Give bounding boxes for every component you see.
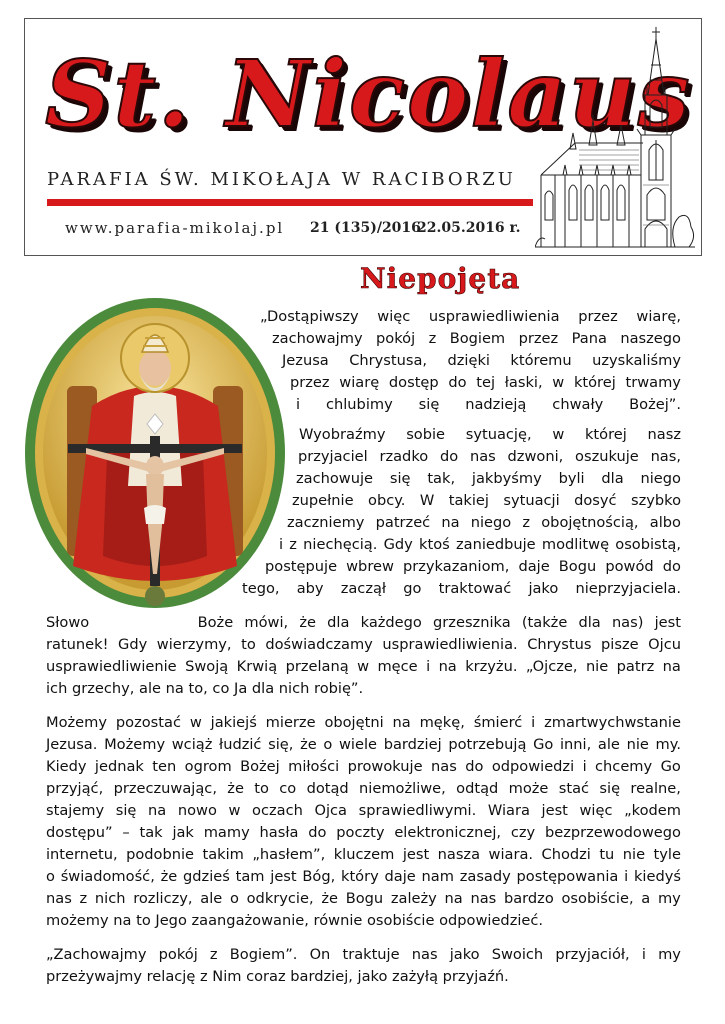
article-title: Niepojęta (360, 262, 521, 295)
word: my (657, 890, 681, 907)
word: mękę, (419, 714, 465, 731)
word: my. (655, 736, 681, 753)
word: w (228, 802, 241, 819)
word: nas (46, 890, 72, 907)
word: do (448, 374, 467, 391)
word: niemożliwe, (359, 780, 446, 797)
word: co (279, 780, 297, 797)
p3-line-3 (46, 658, 681, 676)
word: usprawiedliwienia. (382, 636, 518, 653)
website-link[interactable]: www.parafia-mikolaj.pl (65, 219, 285, 237)
word: odkrycie, (246, 890, 314, 907)
word: wiarę, (636, 308, 681, 325)
word: niechęcią. (303, 536, 378, 553)
word: traktować (438, 580, 512, 597)
holy-trinity-icon (22, 296, 288, 611)
word: bardzo (503, 890, 554, 907)
word: że (227, 780, 244, 797)
masthead-logo (45, 31, 692, 156)
word: się (418, 396, 440, 413)
word: łaski, (504, 374, 543, 391)
word: dla (578, 614, 601, 631)
word: mamy (203, 824, 250, 841)
p4-line-4 (46, 780, 681, 798)
word: Jezusa. (46, 736, 98, 753)
word: stajemy (46, 802, 105, 819)
word: powód (605, 558, 654, 575)
word: Słowo (46, 614, 90, 631)
word: poczty (336, 824, 385, 841)
word: w (552, 426, 565, 443)
word: Pana (571, 330, 607, 347)
word: że (300, 736, 317, 753)
word: Wiara (487, 802, 530, 819)
word: chlubimy (325, 396, 393, 413)
word: tu (599, 846, 615, 863)
word: wiele (339, 736, 378, 753)
word: odtąd (456, 780, 499, 797)
word: jest (654, 614, 681, 631)
word: Gdy (118, 636, 148, 653)
word: tam (235, 868, 265, 885)
word: gdzieś (183, 868, 230, 885)
word: my (658, 946, 681, 963)
word: ten (152, 758, 177, 775)
word: niego (470, 514, 512, 531)
word: takim (202, 846, 244, 863)
word: modlitwę (541, 536, 610, 553)
word: tak, (427, 470, 456, 487)
word: zaniedbuje (455, 536, 536, 553)
word: który (341, 868, 379, 885)
word: nasz (647, 426, 681, 443)
word: kiedyś (633, 868, 681, 885)
word: jest (270, 868, 297, 885)
word: hasła (259, 824, 299, 841)
word: wciąż (171, 736, 213, 753)
word: chwały (552, 396, 604, 413)
p4-line-1 (46, 714, 681, 732)
word: zależy (390, 890, 437, 907)
word: z (428, 330, 437, 347)
word: potrzebują (448, 736, 527, 753)
word: mówi, (244, 614, 289, 631)
word: z (289, 536, 297, 553)
word: z (209, 946, 218, 963)
word: każdego (360, 614, 422, 631)
word: przez (290, 374, 330, 391)
word: nie (626, 736, 649, 753)
word: patrzeć (375, 514, 431, 531)
word: z (79, 890, 88, 907)
word: szybko (630, 492, 681, 509)
word: przeczuwając, (113, 780, 217, 797)
p1-line-1 (260, 308, 681, 326)
word: Gdy (383, 536, 413, 553)
word: nas) (611, 614, 644, 631)
word: się, (268, 736, 294, 753)
word: jako (528, 580, 559, 597)
word: się (599, 780, 621, 797)
word: że (321, 890, 338, 907)
word: nich (94, 890, 126, 907)
word: zupełnie (292, 492, 354, 509)
word: nas (411, 946, 438, 963)
p3-line-1 (46, 614, 681, 632)
p4-line-8 (46, 868, 681, 886)
word: Boże (197, 614, 234, 631)
masthead-footline (65, 219, 535, 243)
word: wiarę (339, 374, 380, 391)
word: traktuje (342, 946, 400, 963)
word: wbrew (346, 558, 394, 575)
word: Bogu (558, 558, 597, 575)
word: o (323, 736, 333, 753)
word: zmartwychwstanie (544, 714, 681, 731)
word: i (426, 658, 431, 675)
word: do (308, 824, 327, 841)
word: krzyżu. (465, 658, 518, 675)
word: Wyobraźmy (299, 426, 386, 443)
p2-line-3 (296, 470, 681, 488)
word: ale (200, 890, 223, 907)
word: na (662, 658, 681, 675)
word: inni, (560, 736, 592, 753)
word: nas (469, 448, 496, 465)
word: tej (476, 374, 496, 391)
word: pisze (601, 636, 639, 653)
word: Ojca (314, 802, 347, 819)
word: zachowuje (296, 470, 374, 487)
word: nas, (650, 448, 681, 465)
word: że (160, 868, 178, 885)
word: Możemy (104, 736, 166, 753)
word: zasady (459, 868, 511, 885)
word: łudzić (219, 736, 262, 753)
word: chcemy (595, 758, 653, 775)
p1-line-3 (282, 352, 681, 370)
word: takiej (448, 492, 489, 509)
word: trwamy (625, 374, 681, 391)
word: sprawiedliwymi. (358, 802, 477, 819)
word: Kiedy (46, 758, 87, 775)
word: przyjaciół, (555, 946, 630, 963)
issue-date: 22.05.2016 r. (417, 220, 521, 236)
word: w (189, 714, 202, 731)
word: tyle (653, 846, 681, 863)
word: „Zachowajmy (46, 946, 147, 963)
word: o (229, 890, 239, 907)
p2-line-6 (279, 536, 681, 554)
word: Jezusa (282, 352, 329, 369)
p1-line-4 (290, 374, 681, 392)
word: podobnie (126, 846, 194, 863)
word: uzyskaliśmy (592, 352, 681, 369)
word: zachowajmy (272, 330, 363, 347)
word: sytuację, (465, 426, 532, 443)
word: na (441, 514, 460, 531)
word: niego (640, 470, 681, 487)
word: pozostać (115, 714, 181, 731)
word: i (624, 868, 629, 885)
word: więc (377, 308, 411, 325)
word: nadzieją (465, 396, 527, 413)
p2-line-7 (265, 558, 681, 576)
word: On (309, 946, 331, 963)
word: go (403, 580, 422, 597)
word: jakiejś (210, 714, 257, 731)
word: na (392, 714, 411, 731)
word: nowo (177, 802, 217, 819)
word: a (641, 890, 651, 907)
p5-line-1 (46, 946, 681, 964)
word: do (465, 758, 484, 775)
word: „Ojcze, (525, 658, 578, 675)
word: nie (622, 846, 646, 863)
word: męce (377, 658, 418, 675)
red-divider (47, 199, 533, 206)
word: dzięki (447, 352, 490, 369)
word: sytuacji (503, 492, 560, 509)
word: i (641, 946, 646, 963)
word: Chrystus (527, 636, 592, 653)
word: na (148, 802, 167, 819)
word: to (241, 636, 256, 653)
p4-line-6 (46, 824, 681, 842)
word: śmierć (473, 714, 523, 731)
word: obojętni (324, 714, 384, 731)
word: Swoich (491, 946, 544, 963)
word: w (552, 374, 565, 391)
word: Bogu (345, 890, 384, 907)
word: jest (541, 802, 568, 819)
word: to (254, 780, 269, 797)
word: może (508, 780, 549, 797)
word: Bożej”. (629, 396, 681, 413)
word: i (582, 758, 587, 775)
masthead-title: St. Nicolaus (45, 39, 692, 148)
word: rozliczy, (133, 890, 193, 907)
word: się (115, 802, 137, 819)
parish-name: PARAFIA ŚW. MIKOŁAJA W RACIBORZU (47, 169, 516, 190)
p1-line-2 (272, 330, 681, 348)
word: tak (139, 824, 163, 841)
word: nas (431, 758, 457, 775)
word: odpowiedzi (491, 758, 575, 775)
word: dotąd (306, 780, 349, 797)
p3-line-2 (46, 636, 681, 654)
word: naszego (620, 330, 681, 347)
word: dosyć (574, 492, 617, 509)
word: jest (402, 846, 430, 863)
word: przyjąć, (46, 780, 104, 797)
word: patrz (616, 658, 655, 675)
word: obojętnością, (541, 514, 639, 531)
word: mierze (265, 714, 316, 731)
word: albo (649, 514, 681, 531)
p4-line-10: możemy na to Jego zaangażowanie, równie osobiście odpowiedzieć. (46, 912, 544, 929)
word: usprawiedliwienia (428, 308, 560, 325)
word: stać (558, 780, 590, 797)
word: W (419, 492, 435, 509)
word: dostępu” (46, 824, 113, 841)
word: której (573, 374, 616, 391)
word: świadomość, (60, 868, 155, 885)
word: zaczniemy (287, 514, 365, 531)
word: dostęp (388, 374, 439, 391)
word: przelaną (285, 658, 349, 675)
word: pokój (376, 330, 416, 347)
word: dzwoni, (507, 448, 564, 465)
word: osobistą, (615, 536, 681, 553)
word: dla (601, 470, 624, 487)
word: Bogiem”. (229, 946, 298, 963)
p3-line-4: ich grzechy, ale na to, co Ja dla nich robię”. (46, 680, 364, 697)
p4-line-3 (46, 758, 681, 776)
word: miłości (288, 758, 340, 775)
word: elektronicznej, (394, 824, 502, 841)
word: bardziej (383, 736, 442, 753)
word: „Dostąpiwszy (260, 308, 359, 325)
p4-line-2 (46, 736, 681, 754)
word: oszukuje (575, 448, 639, 465)
word: nieprzyjaciela. (575, 580, 681, 597)
word: daje (384, 868, 416, 885)
word: Go (533, 736, 554, 753)
word: przykazaniom, (403, 558, 510, 575)
word: ogrom (184, 758, 232, 775)
p1-line-5 (296, 396, 681, 414)
word: dla (327, 614, 350, 631)
word: osobiście, (561, 890, 634, 907)
word: jakbyśmy (471, 470, 542, 487)
masthead (24, 18, 702, 256)
word: grzesznika (433, 614, 511, 631)
word: zaczął (340, 580, 387, 597)
word: której (584, 426, 627, 443)
p2-line-2 (298, 448, 681, 466)
word: daje (518, 558, 550, 575)
word: (także (521, 614, 568, 631)
word: Chrystusa, (349, 352, 428, 369)
word: ktoś (419, 536, 450, 553)
word: nam (421, 868, 454, 885)
word: realne, (630, 780, 681, 797)
word: jako (449, 946, 480, 963)
word: „kodem (624, 802, 681, 819)
issue-number: 21 (135)/2016 (310, 220, 421, 236)
word: nas (470, 890, 497, 907)
p2-line-8 (242, 580, 681, 598)
p4-line-9 (46, 890, 681, 908)
word: bezprzewodowego (544, 824, 681, 841)
word: na (444, 890, 463, 907)
word: Bogiem (449, 330, 506, 347)
word: na (438, 658, 457, 675)
word: wiara. (488, 846, 534, 863)
word: i (296, 396, 301, 413)
word: przez (578, 308, 618, 325)
church-illustration (535, 25, 699, 253)
word: postępowania (516, 868, 619, 885)
word: Ojcu (648, 636, 681, 653)
word: Bóg, (302, 868, 336, 885)
word: jak (172, 824, 194, 841)
word: czy (510, 824, 536, 841)
word: nasza (437, 846, 481, 863)
word: Swoją (185, 658, 229, 675)
word: byli (558, 470, 585, 487)
word: że (299, 614, 316, 631)
word: któremu (510, 352, 572, 369)
word: Możemy (46, 714, 108, 731)
p4-line-5 (46, 802, 681, 820)
word: Chodzi (541, 846, 591, 863)
word: nie (585, 658, 609, 675)
word: do (439, 448, 459, 465)
word: ratunek! (46, 636, 109, 653)
word: i (531, 714, 536, 731)
p2-line-5 (287, 514, 681, 532)
word: jednak (94, 758, 144, 775)
word: internetu, (46, 846, 118, 863)
word: postępuje (265, 558, 338, 575)
word: – (122, 824, 130, 841)
word: „hasłem”, (252, 846, 326, 863)
word: i (279, 536, 284, 553)
p4-line-7 (46, 846, 681, 864)
word: pokój (158, 946, 198, 963)
word: Krwią (236, 658, 278, 675)
word: obcy. (368, 492, 406, 509)
word: Bożej (240, 758, 280, 775)
word: Go (660, 758, 681, 775)
word: ale (597, 736, 620, 753)
word: przyjaciel (298, 448, 368, 465)
word: oczach (252, 802, 303, 819)
word: o (46, 868, 55, 885)
word: w (357, 658, 370, 675)
word: kluczem (333, 846, 395, 863)
word: usprawiedliwienie (46, 658, 177, 675)
word: sobie (406, 426, 446, 443)
p5-line-2: przeżywajmy relację z Nim coraz bardziej, jako zażyłą przyjaźń. (46, 968, 509, 985)
word-gap (100, 614, 186, 632)
word: z (522, 514, 531, 531)
word: rzadko (379, 448, 429, 465)
word: wierzymy, (156, 636, 232, 653)
word: doświadczamy (265, 636, 373, 653)
word: prowokuje (347, 758, 423, 775)
p2-line-1 (299, 426, 681, 444)
word: aby (296, 580, 324, 597)
word: przez (518, 330, 559, 347)
word: się (389, 470, 411, 487)
p2-line-4 (292, 492, 681, 510)
word: tego, (242, 580, 280, 597)
word: do (662, 558, 681, 575)
word: więc (579, 802, 613, 819)
